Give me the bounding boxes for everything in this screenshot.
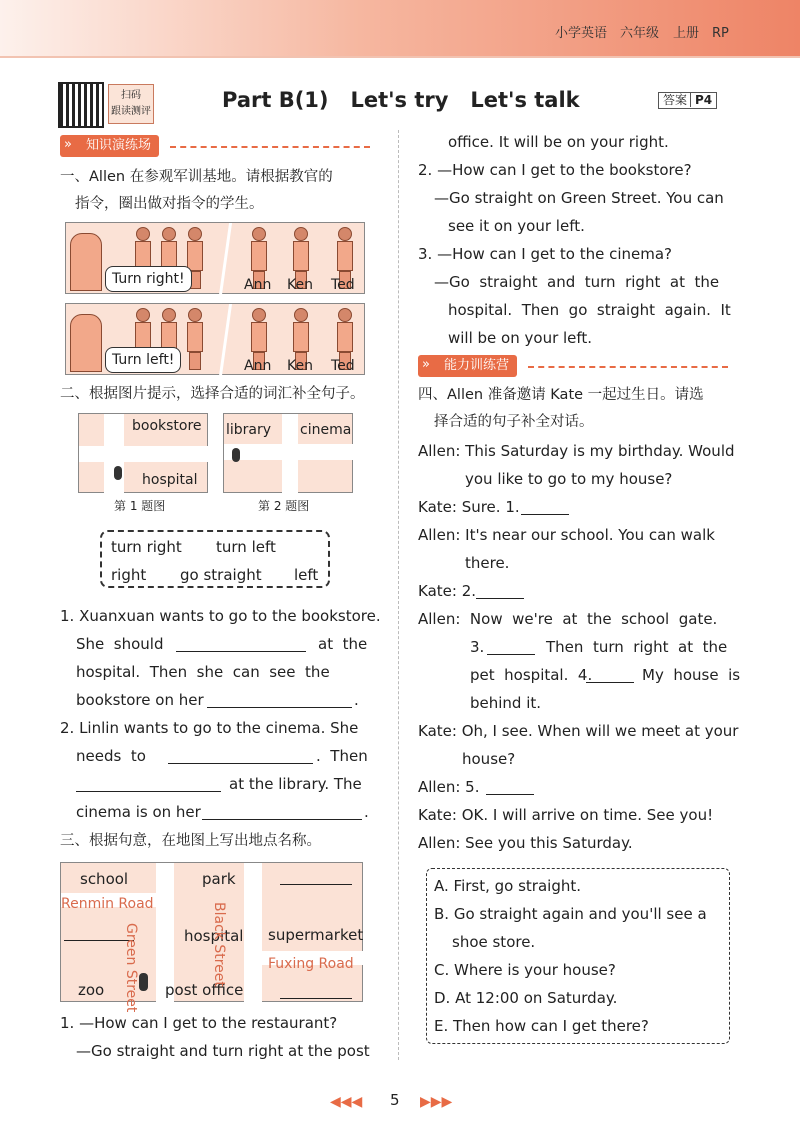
map-park: park: [202, 870, 236, 888]
q2-instruction: 二、根据图片提示，选择合适的词汇补全句子。: [60, 386, 365, 402]
dialog-3a: Allen: It's near our school. You can walk: [418, 526, 715, 544]
map2-caption: 第 2 题图: [258, 499, 310, 513]
dialog-4: Kate: 2.: [418, 582, 477, 600]
qr-label-line2: 跟读测评: [111, 106, 151, 117]
map1-caption: 第 1 题图: [114, 499, 166, 513]
dialog-8: Kate: OK. I will arrive on time. See you!: [418, 806, 714, 824]
dialog-5b-text: Then turn right at the: [546, 638, 728, 656]
word-turn-right: turn right: [111, 538, 182, 556]
next-page-icon[interactable]: ▶▶▶: [420, 1094, 453, 1110]
answer-blank[interactable]: [280, 998, 352, 999]
header-edition: RP: [712, 26, 729, 41]
tag-divider: [170, 146, 370, 148]
map1-bookstore: bookstore: [132, 418, 202, 434]
dialog-6b: house?: [462, 750, 516, 768]
answer-blank-1[interactable]: [521, 514, 569, 515]
q3-instruction: 三、根据句意，在地图上写出地点名称。: [60, 833, 321, 849]
person-icon: [232, 448, 240, 462]
answer-blank-3[interactable]: [487, 654, 535, 655]
option-c: C. Where is your house?: [434, 961, 616, 979]
map-renmin-road: Renmin Road: [61, 896, 154, 912]
name-ted: Ted: [331, 277, 355, 293]
tag-divider: [528, 366, 728, 368]
person-icon: [114, 466, 122, 480]
divider-stripe: [219, 304, 232, 376]
answer-blank[interactable]: [280, 884, 352, 885]
dialog-1a: Allen: This Saturday is my birthday. Would: [418, 442, 735, 460]
option-e: E. Then how can I get there?: [434, 1017, 649, 1035]
answer-blank[interactable]: [168, 763, 313, 764]
map-school: school: [80, 870, 129, 888]
dialog-5c-text: pet hospital. 4.: [470, 666, 593, 684]
word-left: left: [294, 566, 319, 584]
answer-ref: [658, 92, 717, 109]
option-a: A. First, go straight.: [434, 877, 582, 895]
q3-s2-answer-2: see it on your left.: [448, 217, 585, 235]
map-hospital: hospital: [184, 927, 244, 945]
name-ted: Ted: [331, 358, 355, 374]
map-black-street: Black Street: [211, 902, 227, 987]
chevron-right-icon: »: [64, 137, 72, 152]
map2-library: library: [226, 422, 272, 438]
q4-instruction-2: 择合适的句子补全对话。: [434, 414, 594, 430]
header-grade: 六年级: [620, 26, 660, 41]
q3-s3-answer-3: will be on your left.: [448, 329, 593, 347]
section-tag-practice: 知识演练场: [60, 135, 159, 157]
q3-s3-answer-2: hospital. Then go straight again. It: [448, 301, 731, 319]
answer-blank-5[interactable]: [486, 794, 534, 795]
q3-s1-question: 1. —How can I get to the restaurant?: [60, 1014, 338, 1032]
answer-blank[interactable]: [202, 819, 362, 820]
qr-label-line1: 扫码: [121, 90, 141, 101]
answer-blank-4[interactable]: [586, 682, 634, 683]
dialog-9: Allen: See you this Saturday.: [418, 834, 633, 852]
q3-s1-answer-1: —Go straight and turn right at the post: [76, 1042, 370, 1060]
q2-s2-line2a: needs to: [76, 747, 146, 765]
q2-s2-line3: at the library. The: [229, 775, 362, 793]
q2-s1-line1: 1. Xuanxuan wants to go to the bookstore.: [60, 607, 381, 625]
map-post-office: post office: [165, 981, 244, 999]
q2-s1-end: .: [354, 691, 359, 709]
option-d: D. At 12:00 on Saturday.: [434, 989, 618, 1007]
dialog-2: Kate: Sure. 1.: [418, 498, 520, 516]
map-supermarket: supermarket: [268, 926, 364, 944]
q2-s1-line3: hospital. Then she can see the: [76, 663, 330, 681]
q4-instruction-1: 四、Allen 准备邀请 Kate 一起过生日。请选: [418, 387, 704, 403]
q1-instruction-2: 指令，圈出做对指令的学生。: [75, 196, 264, 212]
road: [79, 446, 209, 462]
answer-blank[interactable]: [76, 791, 221, 792]
instructor-figure: [70, 233, 102, 291]
section-tag-ability: 能力训练营: [418, 355, 517, 377]
prev-page-icon[interactable]: ◀◀◀: [330, 1094, 363, 1110]
dialog-5c-end: My house is: [642, 666, 741, 684]
q3-s2-answer-1: —Go straight on Green Street. You can: [434, 189, 724, 207]
map-green-street: Green Street: [123, 923, 139, 1013]
answer-blank[interactable]: [207, 707, 352, 708]
q1-bubble-2: Turn left!: [105, 347, 181, 373]
word-turn-left: turn left: [216, 538, 276, 556]
map2-cinema: cinema: [300, 422, 352, 438]
page-title: Part B(1) Let's try Let's talk: [222, 88, 580, 112]
word-right: right: [111, 566, 147, 584]
dialog-6a: Kate: Oh, I see. When will we meet at your: [418, 722, 739, 740]
q3-s3-answer-1: —Go straight and turn right at the: [434, 273, 720, 291]
qr-code-icon[interactable]: [58, 82, 104, 128]
qr-label: [108, 84, 154, 124]
q1-instruction-1: 一、Allen 在参观军训基地。请根据教官的: [60, 169, 333, 185]
map-fuxing-road: Fuxing Road: [268, 956, 354, 972]
name-ann: Ann: [244, 277, 272, 293]
q2-s1-line4: bookstore on her: [76, 691, 204, 709]
answer-label: 答案: [663, 93, 688, 107]
answer-page: P4: [690, 93, 712, 107]
q2-s1-line2b: at the: [318, 635, 368, 653]
dialog-5d: behind it.: [470, 694, 542, 712]
dialog-5b-number: 3.: [470, 638, 485, 656]
soldier-figure: [188, 308, 203, 370]
word-go-straight: go straight: [180, 566, 262, 584]
column-divider: [398, 130, 399, 1060]
dialog-7: Allen: 5.: [418, 778, 480, 796]
header-term: 上册: [673, 26, 700, 41]
divider-stripe: [219, 223, 232, 295]
dialog-5a: Allen: Now we're at the school gate.: [418, 610, 718, 628]
name-ken: Ken: [287, 358, 313, 374]
header-subject: 小学英语: [555, 26, 608, 41]
answer-blank-2[interactable]: [476, 598, 524, 599]
option-b-2: shoe store.: [452, 933, 536, 951]
road-black-street: [244, 863, 262, 1003]
page-number: 5: [390, 1091, 400, 1109]
chevron-right-icon: »: [422, 357, 430, 372]
q3-s2-question: 2. —How can I get to the bookstore?: [418, 161, 692, 179]
dialog-1b: you like to go to my house?: [465, 470, 673, 488]
q2-s2-line2b: . Then: [316, 747, 368, 765]
q2-s1-line2a: She should: [76, 635, 164, 653]
q1-bubble-1: Turn right!: [105, 266, 192, 292]
map-zoo: zoo: [78, 981, 105, 999]
q2-s2-line4: cinema is on her: [76, 803, 201, 821]
name-ann: Ann: [244, 358, 272, 374]
answer-blank[interactable]: [176, 651, 306, 652]
dialog-3b: there.: [465, 554, 510, 572]
q2-s2-line1: 2. Linlin wants to go to the cinema. She: [60, 719, 359, 737]
option-b-1: B. Go straight again and you'll see a: [434, 905, 707, 923]
q3-s3-question: 3. —How can I get to the cinema?: [418, 245, 673, 263]
q3-s1-answer-2: office. It will be on your right.: [448, 133, 669, 151]
name-ken: Ken: [287, 277, 313, 293]
instructor-figure: [70, 314, 102, 372]
map1-hospital: hospital: [142, 472, 198, 488]
road: [224, 444, 354, 460]
q2-s2-end: .: [364, 803, 369, 821]
